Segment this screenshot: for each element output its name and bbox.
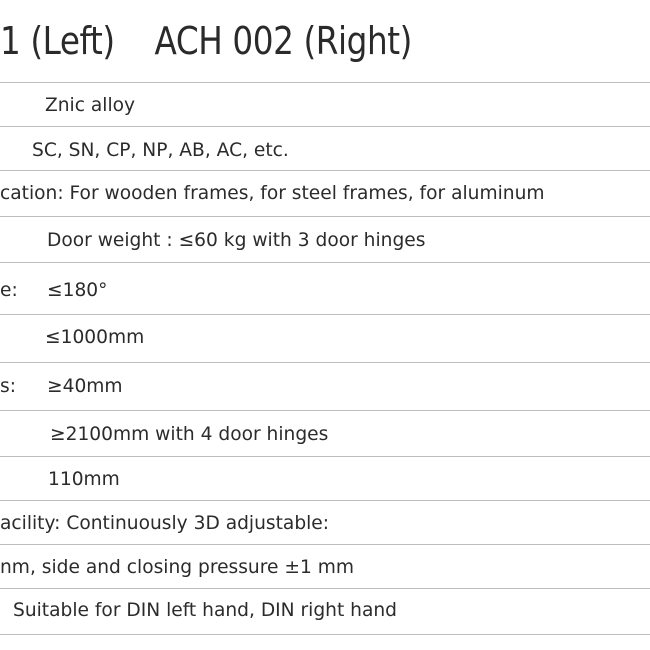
row-divider [0, 262, 650, 263]
row-divider [0, 362, 650, 363]
row-divider [0, 500, 650, 501]
row-divider [0, 170, 650, 171]
spec-title: 1 (Left) ACH 002 (Right) [0, 19, 412, 63]
row-divider [0, 314, 650, 315]
row-divider [0, 216, 650, 217]
spec-value-adjust-range: nm, side and closing pressure ±1 mm [0, 556, 355, 578]
row-divider [0, 634, 650, 635]
row-divider [0, 410, 650, 411]
spec-value-thickness: ≥40mm [47, 375, 123, 397]
row-divider [0, 588, 650, 589]
spec-value-height: ≥2100mm with 4 door hinges [50, 423, 329, 445]
spec-value-hand: Suitable for DIN left hand, DIN right hand [13, 599, 398, 621]
spec-value-application: cation: For wooden frames, for steel frames, for aluminum [0, 182, 545, 204]
row-divider [0, 126, 650, 127]
spec-label-thickness: s: [0, 375, 16, 397]
spec-value-width: ≤1000mm [45, 326, 145, 348]
spec-value-material: Znic alloy [45, 94, 136, 116]
spec-value-adjust-facility: acility: Continuously 3D adjustable: [0, 512, 330, 534]
row-divider [0, 82, 650, 83]
spec-value-door-weight: Door weight : ≤60 kg with 3 door hinges [47, 229, 426, 251]
spec-value-angle: ≤180° [47, 279, 108, 301]
spec-value-size: 110mm [48, 468, 120, 490]
spec-value-finish: SC, SN, CP, NP, AB, AC, etc. [32, 139, 289, 161]
row-divider [0, 456, 650, 457]
row-divider [0, 544, 650, 545]
spec-label-angle: e: [0, 279, 18, 301]
